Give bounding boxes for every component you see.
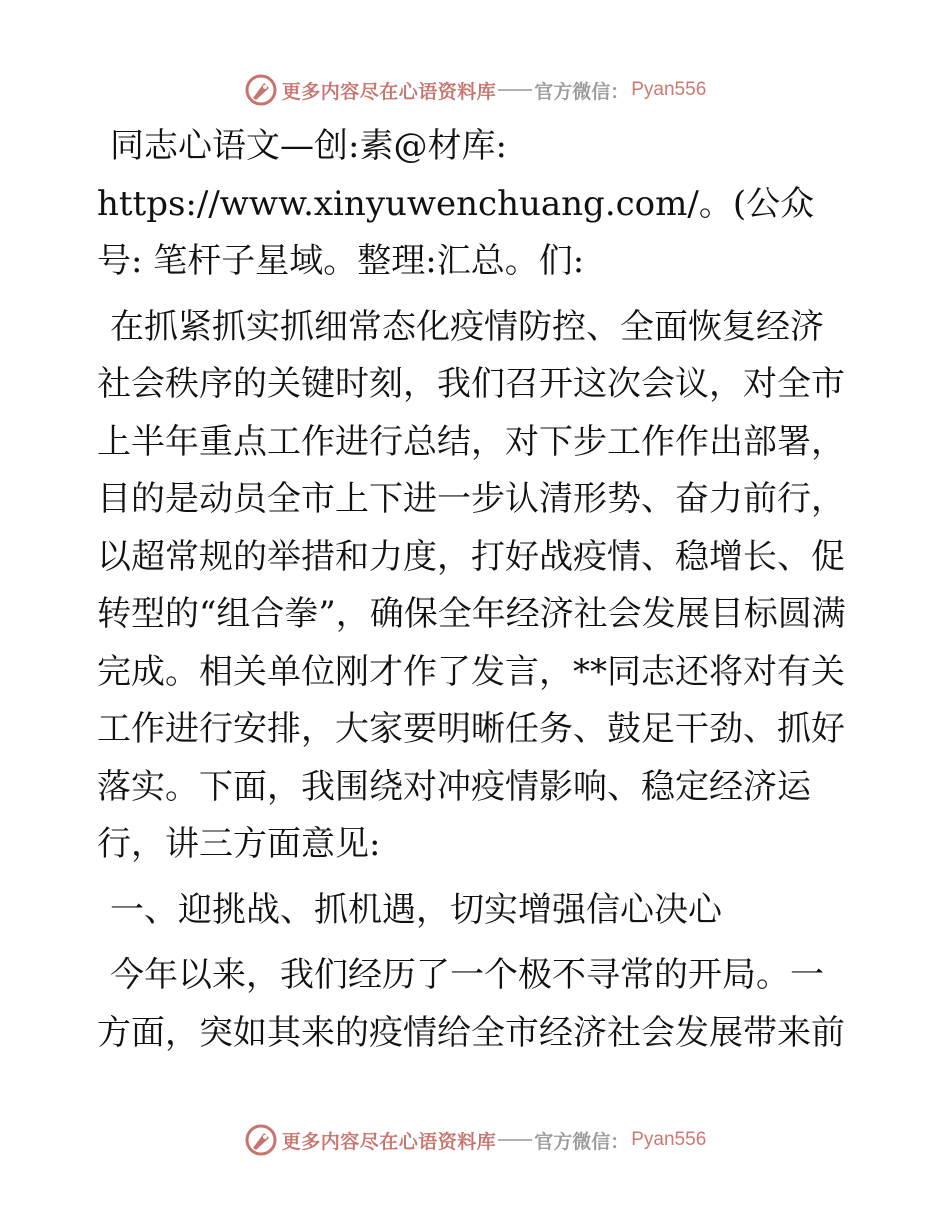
watermark-dash [498,1139,532,1141]
watermark-account: Pyan556 [631,1129,707,1150]
watermark-dash [498,89,532,91]
paragraph-3: 今年以来，我们经历了一个极不寻常的开局。一方面，突如其来的疫情给全市经济社会发展带来前 [97,955,845,1053]
paragraph-2: 在抓紧抓实抓细常态化疫情防控、全面恢复经济社会秩序的关键时刻，我们召开这次会议，对全市上半年重点工作进行总结，对下步工作作出部署，目的是动员全市上下进一步认清形势、奋力前行，以超常规的举措和力度，打好战疫情、稳增长、促转型的“组合拳”，确保全年经济社会发展目标圆满完成。相关单位刚才作了发言，**同志还将对有关工作进行安排，大家要明晰任务、鼓足干劲、抓好落实。下面，我围绕对冲疫情影响、稳定经济运行，讲三方面意见: [97,306,846,864]
watermark-account: Pyan556 [631,79,707,100]
watermark-banner-bottom [0,1120,950,1160]
section-heading: 一、迎挑战、抓机遇，切实增强信心决心 [110,889,722,930]
pen-nib-circle-icon [244,1123,278,1157]
watermark-banner-top [0,70,950,110]
watermark-main-text: 更多内容尽在心语资料库 [281,1130,497,1153]
document-body [97,118,857,1070]
watermark-main-text: 更多内容尽在心语资料库 [281,80,497,103]
watermark-secondary-text: 官方微信： [534,80,630,103]
paragraph-1: 同志心语文—创:素@材库: https://www.xinyuwenchuang.com/。(公众号: 笔杆子星域。整理:汇总。们: [97,126,815,281]
pen-nib-circle-icon [244,73,278,107]
watermark-secondary-text: 官方微信： [534,1130,630,1153]
